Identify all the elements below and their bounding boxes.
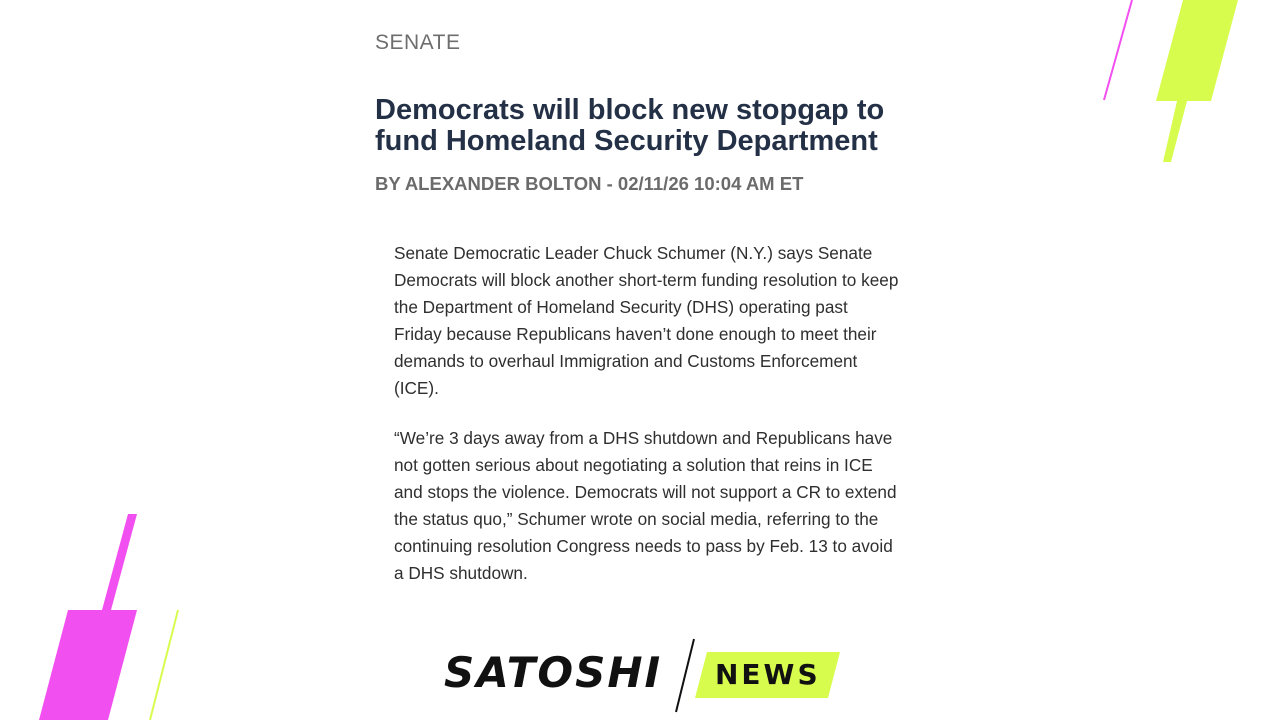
article-paragraph: “We’re 3 days away from a DHS shutdown and Republicans have not gotten serious about negotiating a solution that reins in ICE and stops the violence. Democrats will not support a CR to extend the status quo,” Schumer wrote on social media, referring to the continuing resolution Congress needs to pass by Feb. 13 to avoid a DHS shutdown. xyxy=(394,428,897,583)
satoshi-news-logo xyxy=(440,638,840,714)
article-headline: Democrats will block new stopgap to fund Homeland Security Department xyxy=(375,94,885,157)
section-label[interactable]: SENATE xyxy=(375,31,461,54)
stripe-magenta-thin-top xyxy=(1104,0,1132,100)
stripe-magenta-thin-bottom xyxy=(102,514,137,610)
article-body xyxy=(394,240,899,610)
article-byline: BY ALEXANDER BOLTON - 02/11/26 10:04 AM ET xyxy=(375,173,804,194)
stripe-lime-thin-bottom xyxy=(150,610,178,720)
stripe-lime-thick-top xyxy=(1156,0,1238,101)
logo-slash-divider xyxy=(440,638,840,714)
logo-word-news: NEWS xyxy=(715,658,821,691)
stripe-lime-thin-top xyxy=(1163,101,1187,162)
stripe-magenta-thick-bottom xyxy=(39,610,137,720)
logo-word-satoshi: SATOSHI xyxy=(444,648,663,697)
article-paragraph: Senate Democratic Leader Chuck Schumer (N.Y.) says Senate Democrats will block another short-term funding resolution to keep the Department of Homeland Security (DHS) operating past Friday because Republicans haven’t done enough to meet their demands to overhaul Immigration and Customs Enforcement (ICE). xyxy=(394,243,899,398)
